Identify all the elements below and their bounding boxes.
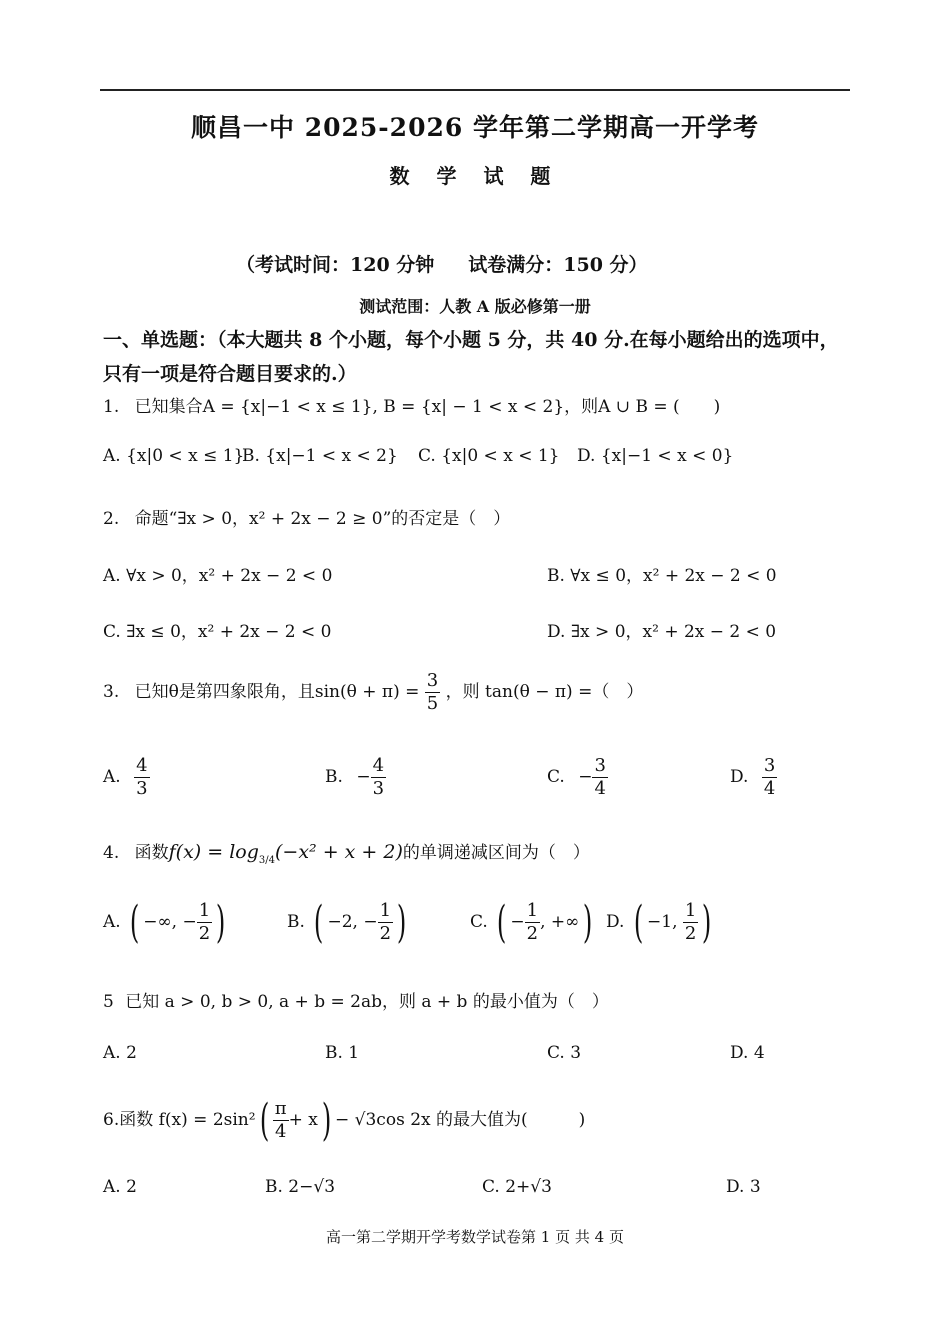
q1-option-b: B. {x|−1 < x < 2}: [242, 446, 398, 466]
q2-option-a: A. ∀x > 0，x² + 2x − 2 < 0: [103, 566, 333, 586]
exam-subtitle: 数 学 试 题: [389, 164, 561, 188]
q5-option-d: D. 4: [730, 1043, 765, 1063]
question-stem: 命题“∃x > 0，x² + 2x − 2 ≥ 0”的否定是（ ）: [134, 509, 511, 529]
question-2: [103, 504, 510, 529]
question-6: 6.函数 f(x) = 2sin²( $\frac{\pi}{4}$ + x) − √3cos 2x 的最大值为( ): [103, 1094, 586, 1146]
question-stem: 已知θ是第四象限角，且sin(θ + π) =: [134, 682, 420, 702]
q4-option-b: B. ( −2, − $\frac{1}{2}$ ): [287, 896, 407, 948]
test-scope: 测试范围：人教 A 版必修第一册: [359, 297, 591, 316]
question-number: 1.: [103, 397, 120, 417]
question-number: 6.: [103, 1110, 120, 1130]
q2-option-b: B. ∀x ≤ 0，x² + 2x − 2 < 0: [547, 566, 777, 586]
q5-option-b: B. 1: [325, 1043, 360, 1063]
q1-option-d: D. {x|−1 < x < 0}: [577, 446, 734, 466]
full-score: 试卷满分：150 分）: [468, 254, 648, 276]
question-number: 4.: [103, 843, 120, 863]
q4-option-d: D. ( −1, $\frac{1}{2}$ ): [606, 896, 712, 948]
page-footer: 高一第二学期开学考数学试卷第 1 页 共 4 页: [326, 1228, 624, 1246]
q5-option-c: C. 3: [547, 1043, 582, 1063]
q6-option-b: B. 2−√3: [265, 1177, 336, 1197]
exam-time: （考试时间：120 分钟: [236, 254, 435, 276]
q4-option-c: C. ( − $\frac{1}{2}$ , +∞): [470, 896, 593, 948]
question-number: 2.: [103, 509, 120, 529]
q2-option-c: C. ∃x ≤ 0，x² + 2x − 2 < 0: [103, 622, 332, 642]
q1-option-c: C. {x|0 < x < 1}: [418, 446, 560, 466]
q3-option-b: B. − $\frac{4}{3}$: [325, 755, 385, 799]
q3-option-a: A. $\frac{4}{3}$: [103, 755, 148, 799]
function-expr: $f(x) = \log_{3/4}(-x^2 + x + 2)$: [168, 841, 403, 866]
q5-option-a: A. 2: [103, 1043, 137, 1063]
q6-option-a: A. 2: [103, 1177, 137, 1197]
question-number: 3.: [103, 682, 120, 702]
question-5: [103, 987, 609, 1012]
top-rule: [100, 89, 850, 91]
q3-option-d: D. $\frac{3}{4}$: [730, 755, 776, 799]
section-heading: 一、单选题：（本大题共 8 个小题，每个小题 5 分，共 40 分.在每小题给出的选项中，只有一项是符合题目要求的.）: [103, 329, 839, 385]
question-number: 5: [103, 992, 114, 1012]
exam-title: 顺昌一中 2025-2026 学年第二学期高一开学考: [191, 113, 759, 142]
question-stem: 已知集合A = {x|−1 < x ≤ 1}, B = {x| − 1 < x < 2}，则A ∪ B = ( ): [134, 397, 721, 417]
question-3: [103, 670, 643, 715]
exam-info: [236, 250, 648, 277]
fraction: $\frac{3}{5}$: [426, 670, 439, 714]
q2-option-d: D. ∃x > 0，x² + 2x − 2 < 0: [547, 622, 777, 642]
q6-option-d: D. 3: [726, 1177, 761, 1197]
question-stem: 已知 a > 0, b > 0, a + b = 2ab，则 a + b 的最小值为（ ）: [125, 992, 609, 1012]
q6-option-c: C. 2+√3: [482, 1177, 552, 1197]
question-4: 4. 函数$f(x) = \log_{3/4}(-x^2 + x + 2)$的单调递减区间为（ ）: [103, 841, 590, 866]
q4-option-a: A. ( −∞, − $\frac{1}{2}$ ): [103, 896, 226, 948]
q1-option-a: A. {x|0 < x ≤ 1}: [103, 446, 245, 466]
question-1: [103, 392, 720, 417]
q3-option-c: C. − $\frac{3}{4}$: [547, 755, 606, 799]
question-stem-tail: ，则 tan(θ − π) =（ ）: [445, 682, 644, 702]
